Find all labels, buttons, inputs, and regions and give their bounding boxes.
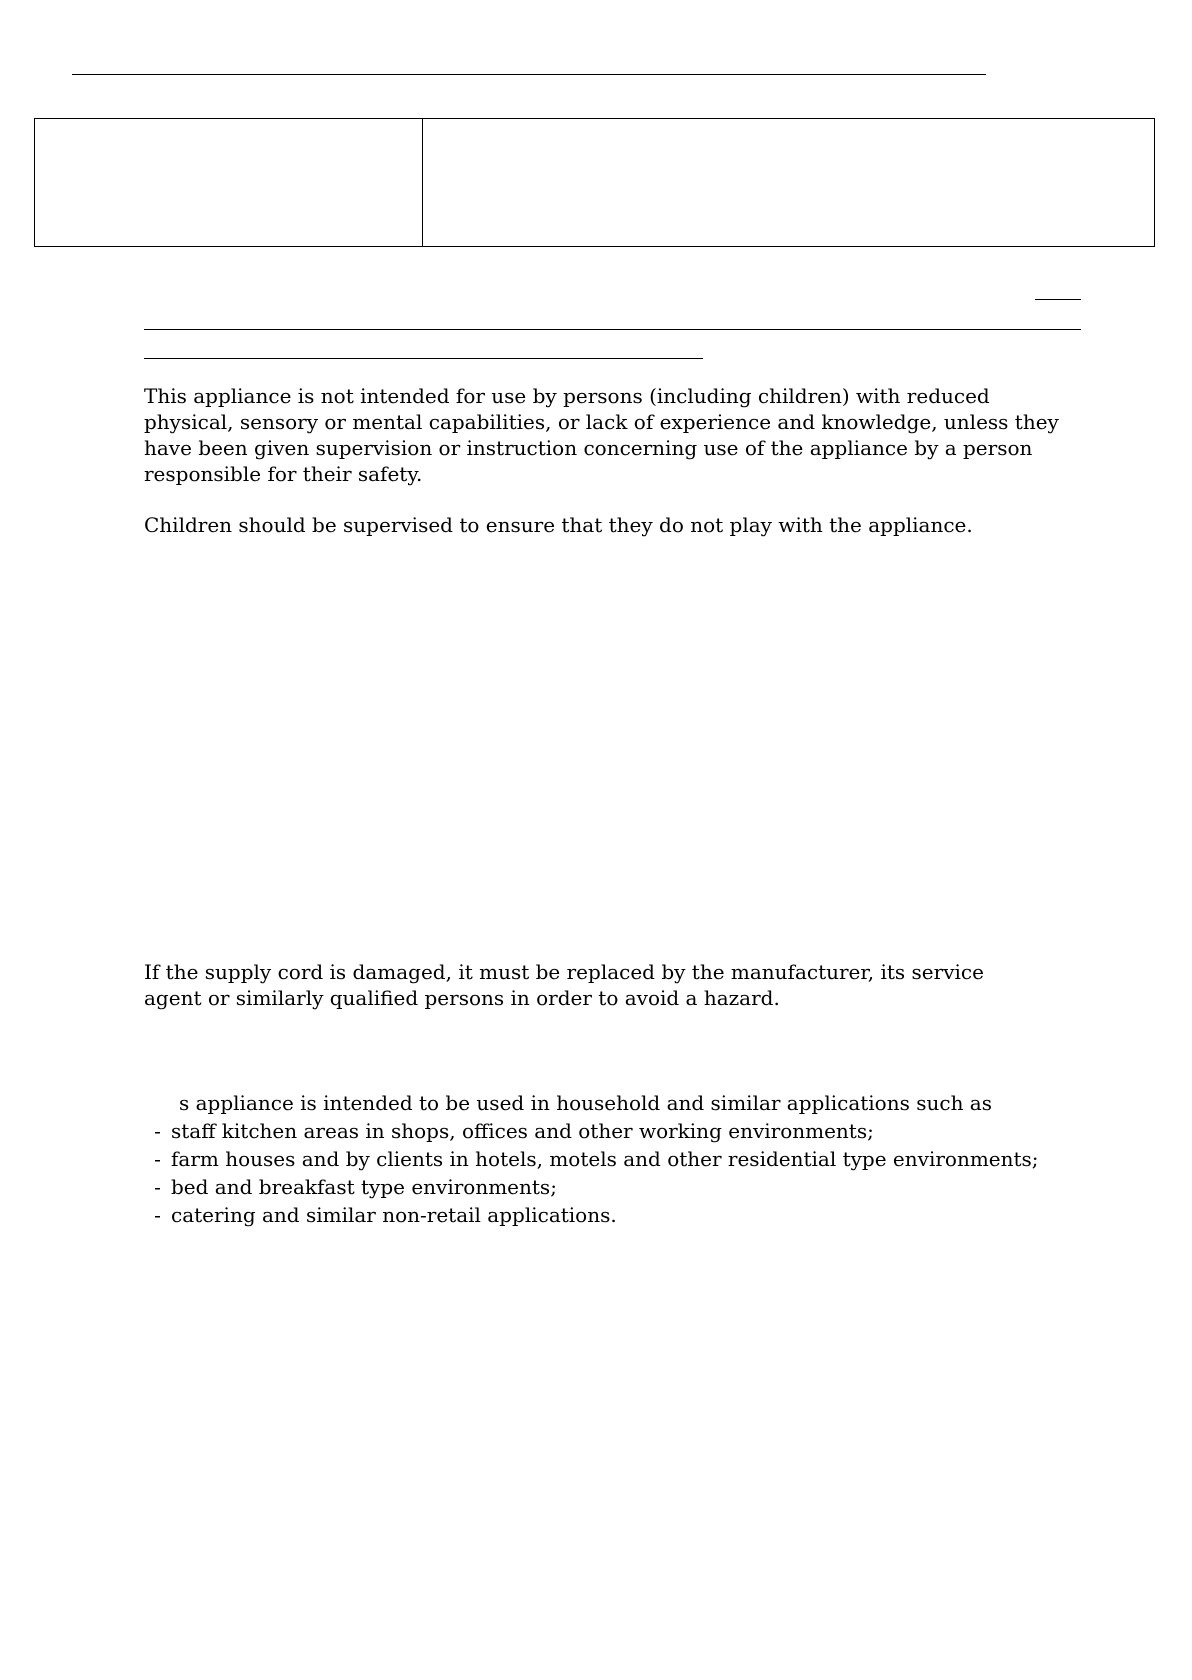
list-item [144, 1117, 1144, 1145]
header-table [34, 118, 1155, 247]
short-rule [1035, 299, 1081, 300]
intended-use-intro: s appliance is intended to be used in household and similar applications such as [179, 1091, 992, 1115]
list-item [144, 1201, 1144, 1229]
list-item [144, 1145, 1144, 1173]
list-item-text: farm houses and by clients in hotels, motels and other residential type environments; [171, 1147, 1039, 1171]
list-item [144, 1173, 1144, 1201]
capabilities-warning: This appliance is not intended for use by persons (including children) with reduced physical, sensory or mental capabilities, or lack of experience and knowledge, unless they have been given supervision or instruction concerning use of the appliance by a person responsible for their safety. [144, 384, 1059, 486]
header-rule [72, 74, 986, 75]
header-table-divider [422, 119, 423, 246]
list-item-text: staff kitchen areas in shops, offices and other working environments; [171, 1119, 874, 1143]
children-warning: Children should be supervised to ensure that they do not play with the appliance. [144, 513, 973, 537]
bullet-dash: - [154, 1147, 161, 1171]
half-width-rule [144, 358, 703, 359]
bullet-dash: - [154, 1175, 161, 1199]
list-item-text: catering and similar non-retail applications. [171, 1203, 617, 1227]
supply-cord-warning: If the supply cord is damaged, it must be replaced by the manufacturer, its service agent or similarly qualified persons in order to avoid a hazard. [144, 960, 984, 1010]
list-item-text: bed and breakfast type environments; [171, 1175, 557, 1199]
intended-use-list [144, 1117, 1144, 1229]
intended-use-section [144, 1089, 1144, 1229]
full-width-rule [144, 329, 1081, 330]
bullet-dash: - [154, 1203, 161, 1227]
bullet-dash: - [154, 1119, 161, 1143]
